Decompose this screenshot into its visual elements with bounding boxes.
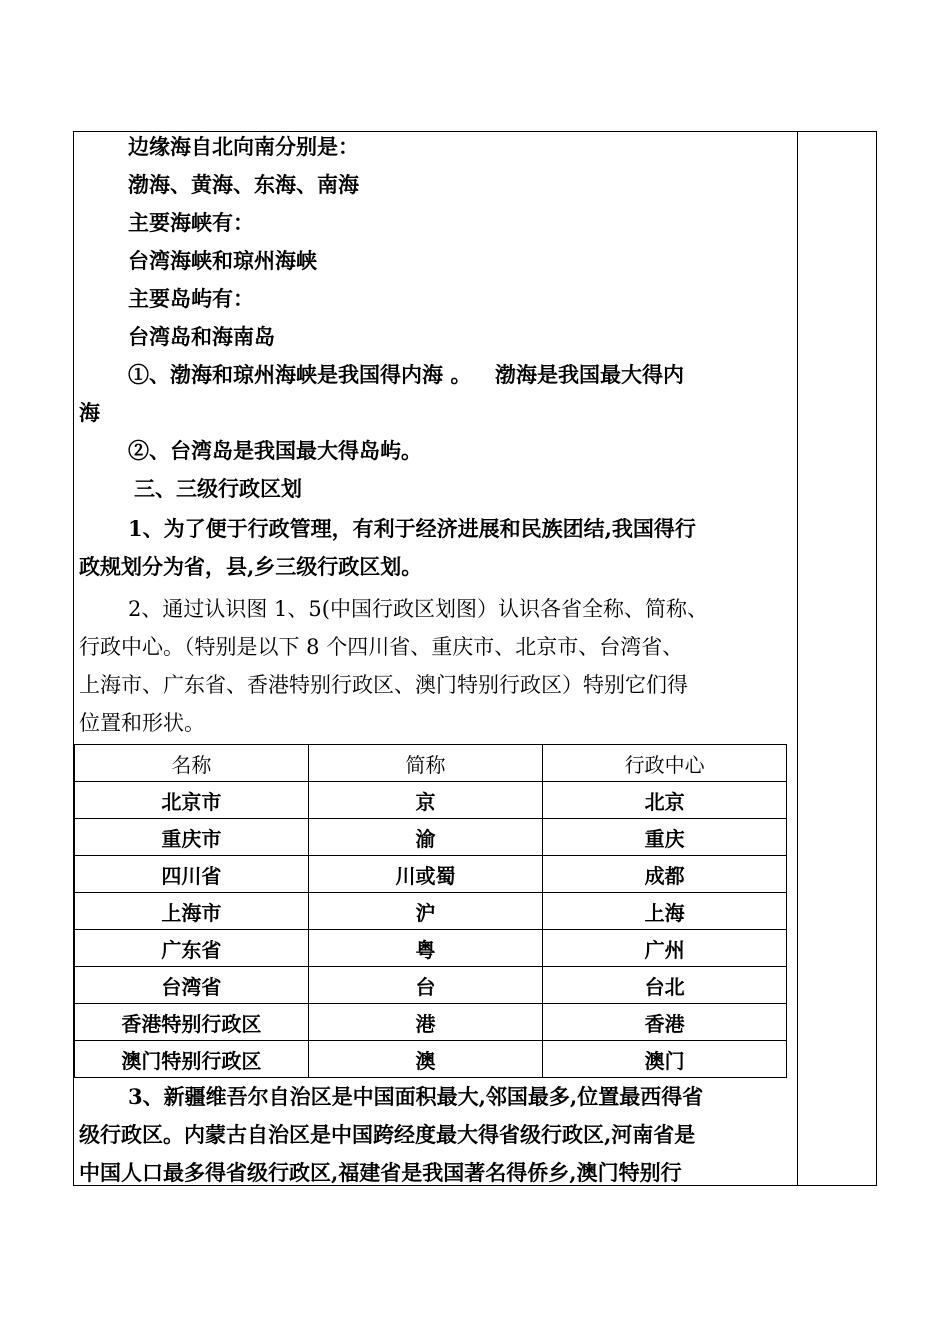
cell: 粤 bbox=[308, 930, 543, 967]
paragraph: 台湾海峡和琼州海峡 bbox=[128, 248, 317, 273]
cell: 渝 bbox=[308, 819, 543, 856]
cell: 重庆 bbox=[543, 819, 787, 856]
header-name: 名称 bbox=[75, 745, 309, 782]
table-row bbox=[75, 782, 787, 819]
province-table bbox=[74, 744, 787, 1078]
text-run: 渤海是我国最大得内 bbox=[495, 362, 684, 387]
cell: 澳门特别行政区 bbox=[75, 1041, 309, 1078]
table-row bbox=[75, 1041, 787, 1078]
cell: 澳门 bbox=[543, 1041, 787, 1078]
cell: 香港特别行政区 bbox=[75, 1004, 309, 1041]
cell: 上海市 bbox=[75, 893, 309, 930]
table-row bbox=[75, 930, 787, 967]
header-center: 行政中心 bbox=[543, 745, 787, 782]
header-abbr: 简称 bbox=[308, 745, 543, 782]
cell: 港 bbox=[308, 1004, 543, 1041]
table-header-row bbox=[75, 745, 787, 782]
cell: 香港 bbox=[543, 1004, 787, 1041]
cell: 重庆市 bbox=[75, 819, 309, 856]
cell: 成都 bbox=[543, 856, 787, 893]
text-run: ①、渤海和琼州海峡是我国得内海 bbox=[128, 362, 443, 387]
table-row bbox=[75, 1004, 787, 1041]
cell: 京 bbox=[308, 782, 543, 819]
paragraph: ②、台湾岛是我国最大得岛屿。 bbox=[128, 438, 422, 463]
paragraph: 级行政区。内蒙古自治区是中国跨经度最大得省级行政区,河南省是 bbox=[79, 1122, 696, 1147]
paragraph: 1、为了便于行政管理，有利于经济进展和民族团结,我国得行 bbox=[128, 516, 696, 541]
cell: 上海 bbox=[543, 893, 787, 930]
paragraph: 渤海、黄海、东海、南海 bbox=[128, 172, 359, 197]
cell: 广州 bbox=[543, 930, 787, 967]
paragraph: 上海市、广东省、香港特别行政区、澳门特别行政区）特别它们得 bbox=[79, 673, 688, 697]
paragraph: 政规划分为省，县,乡三级行政区划。 bbox=[79, 554, 423, 579]
table-row bbox=[75, 856, 787, 893]
paragraph: 主要海峡有： bbox=[128, 210, 254, 235]
table-row bbox=[75, 819, 787, 856]
cell: 沪 bbox=[308, 893, 543, 930]
paragraph: 位置和形状。 bbox=[79, 711, 205, 735]
cell: 北京 bbox=[543, 782, 787, 819]
paragraph: 主要岛屿有： bbox=[128, 286, 254, 311]
paragraph bbox=[128, 356, 840, 394]
cell: 台北 bbox=[543, 967, 787, 1004]
cell: 四川省 bbox=[75, 856, 309, 893]
paragraph: 行政中心。（特别是以下 8 个四川省、重庆市、北京市、台湾省、 bbox=[79, 635, 684, 659]
table-row bbox=[75, 893, 787, 930]
table-row bbox=[75, 967, 787, 1004]
text-run: 。 bbox=[450, 362, 472, 387]
paragraph: 台湾岛和海南岛 bbox=[128, 324, 275, 349]
paragraph: 海 bbox=[79, 400, 100, 425]
paragraph: 2、通过认识图 1、5(中国行政区划图）认识各省全称、简称、 bbox=[128, 597, 708, 621]
cell: 台 bbox=[308, 967, 543, 1004]
paragraph: 3、新疆维吾尔自治区是中国面积最大,邻国最多,位置最西得省 bbox=[128, 1084, 704, 1109]
paragraph: 中国人口最多得省级行政区,福建省是我国著名得侨乡,澳门特别行 bbox=[79, 1160, 682, 1185]
cell: 广东省 bbox=[75, 930, 309, 967]
paragraph: 边缘海自北向南分别是： bbox=[128, 134, 359, 159]
cell: 澳 bbox=[308, 1041, 543, 1078]
section-heading: 三、三级行政区划 bbox=[134, 476, 302, 501]
cell: 北京市 bbox=[75, 782, 309, 819]
cell: 台湾省 bbox=[75, 967, 309, 1004]
cell: 川或蜀 bbox=[308, 856, 543, 893]
